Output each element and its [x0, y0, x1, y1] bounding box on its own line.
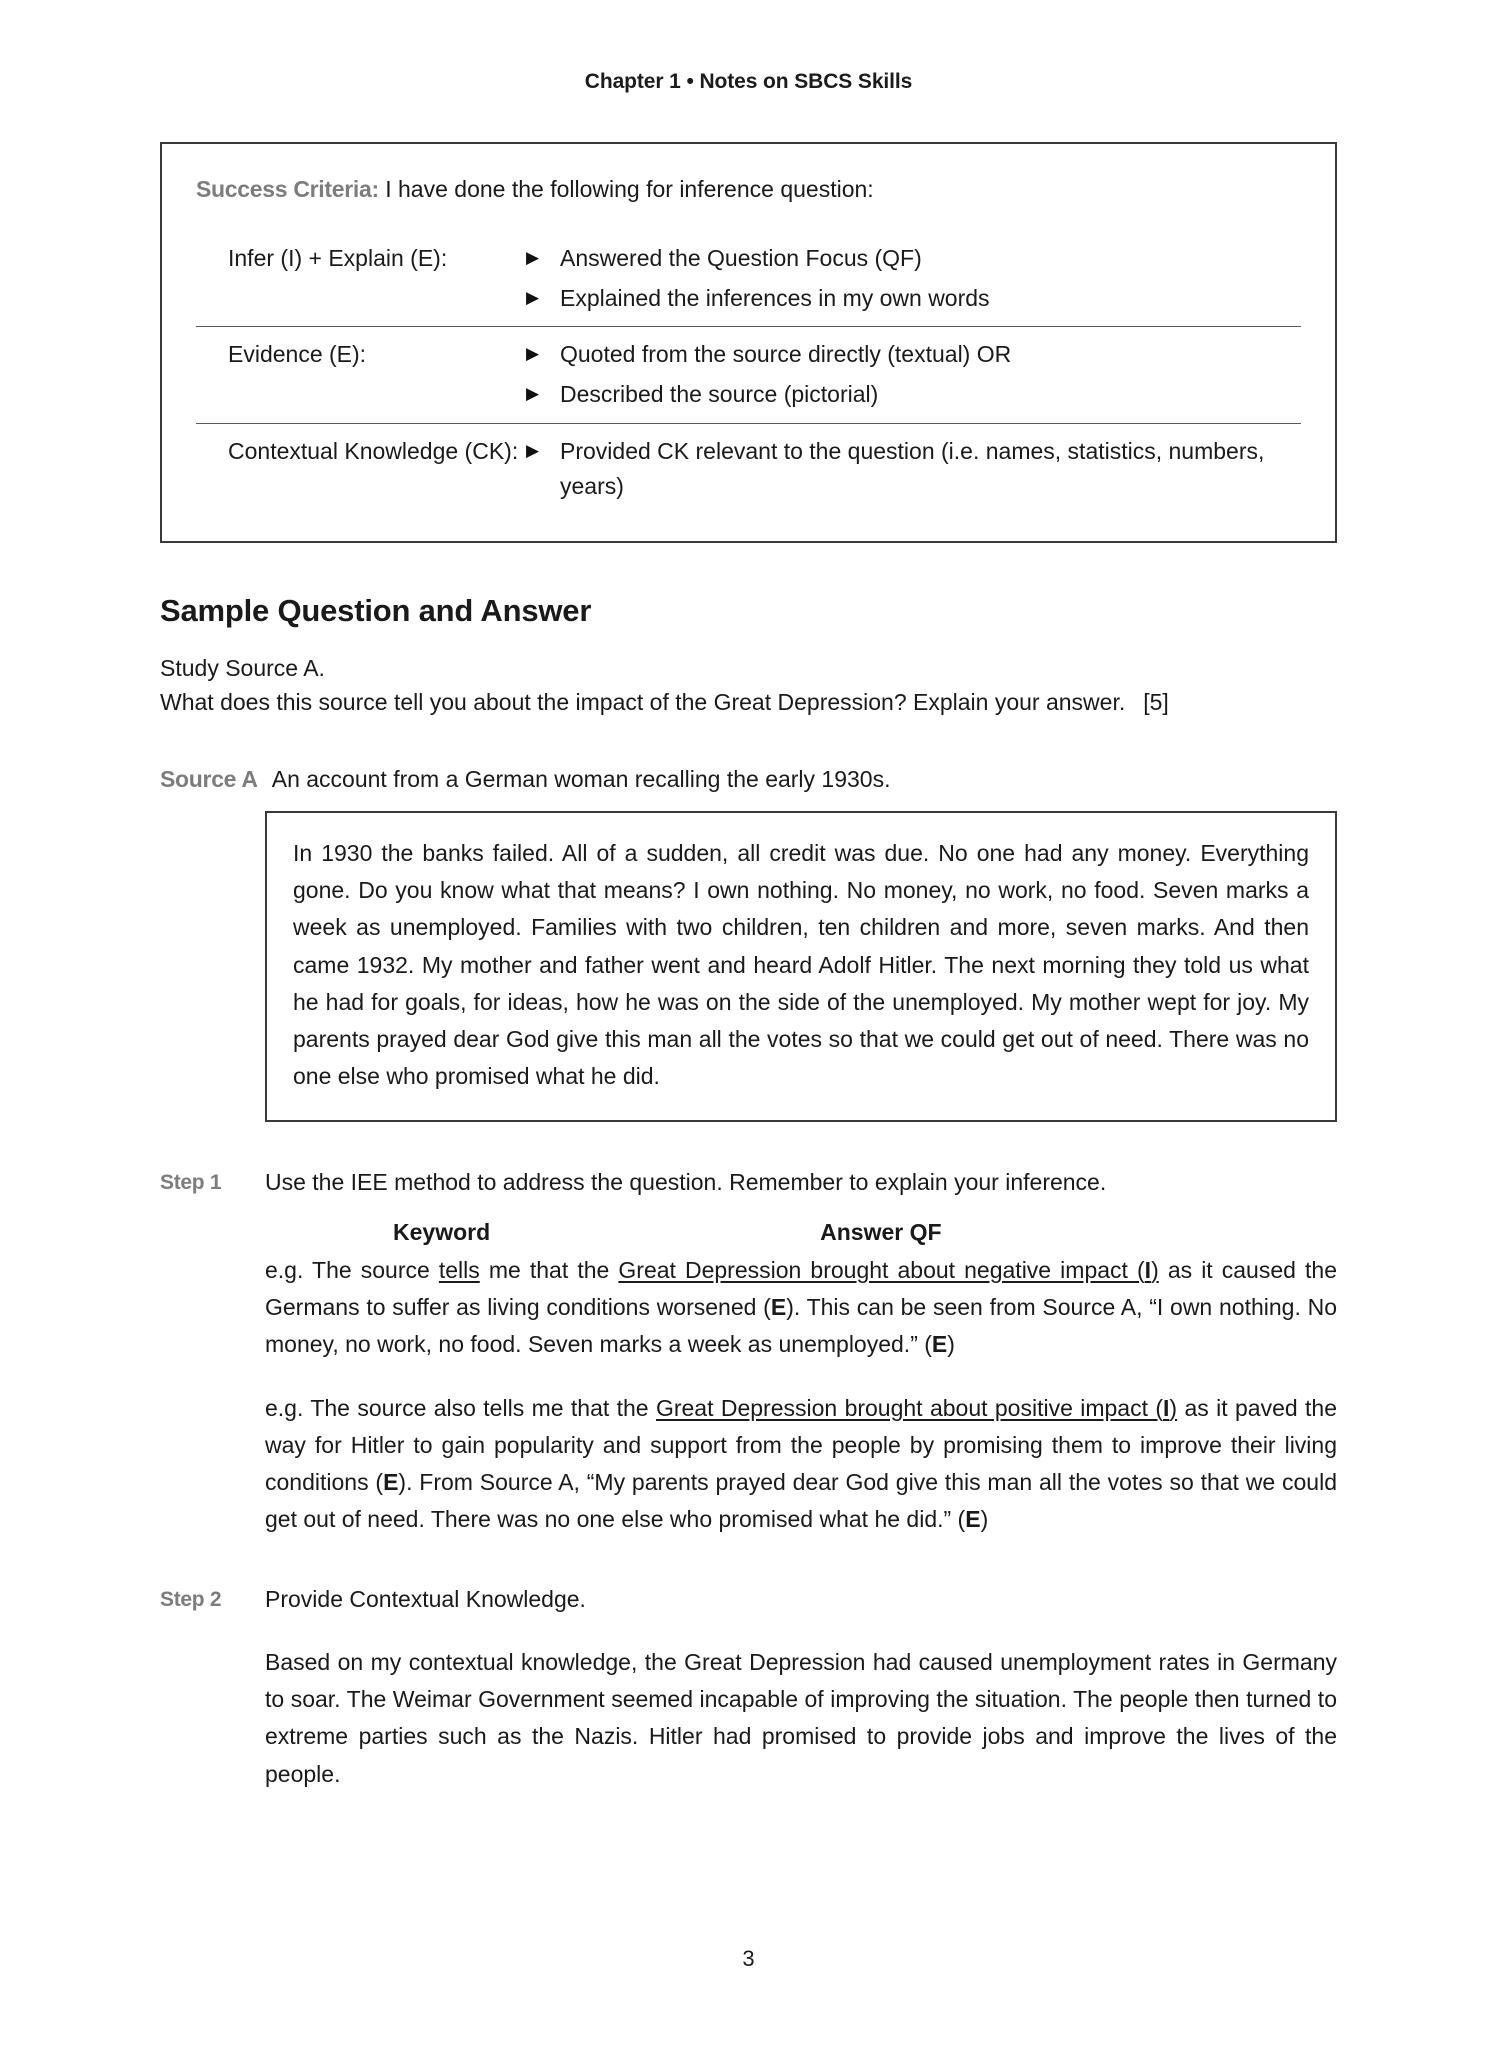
step-2-body — [265, 1581, 1337, 1793]
p2-inference-text: Great Depression brought about positive impact ( — [655, 1394, 1164, 1421]
criteria-item — [526, 434, 1301, 505]
p1-seg-d: ). This can be seen from Source A, “I own nothing. No money, no work, no food. Seven marks a week as unemployed.” ( — [265, 1294, 1337, 1358]
p2-seg-a: e.g. The source also tells me that the — [265, 1394, 656, 1421]
source-heading — [160, 766, 1337, 793]
study-source-line: Study Source A. — [160, 654, 325, 681]
p1-inference-code: I — [1144, 1256, 1152, 1283]
step-1-block — [160, 1164, 1337, 1539]
triangle-bullet-icon: ▶ — [526, 344, 540, 364]
criteria-item-text: Explained the inferences in my own words — [560, 284, 990, 311]
p2-seg-c: ). From Source A, “My parents prayed dear God give this man all the votes so that we could get out of need. There was no one else who promised what he did.” ( — [265, 1469, 1337, 1533]
step-1-body — [265, 1164, 1337, 1539]
p1-inference-close: ) — [1151, 1256, 1159, 1283]
step-2-paragraph: Based on my contextual knowledge, the Great Depression had caused unemployment rates in Germany to soar. The Weimar Government seemed incapable of improving the situation. The people then turned to extreme parties such as the Nazis. Hitler had promised to provide jobs and improve the lives of the people. — [265, 1648, 1337, 1787]
step-1-instruction: Use the IEE method to address the question. Remember to explain your inference. — [265, 1168, 1107, 1195]
criteria-item — [526, 241, 1301, 277]
source-quotation-box — [265, 811, 1337, 1122]
criteria-item — [526, 337, 1301, 373]
page-title: Sample Question and Answer — [160, 592, 592, 628]
criteria-row-items — [526, 241, 1301, 316]
marks-allocation: [5] — [1143, 689, 1169, 716]
criteria-row — [196, 231, 1301, 326]
success-criteria-intro — [196, 174, 1301, 205]
p2-inference-code: I — [1163, 1394, 1170, 1421]
p2-underline-inference — [656, 1395, 1177, 1421]
running-head-text: Chapter 1 • Notes on SBCS Skills — [584, 70, 913, 93]
criteria-row — [196, 423, 1301, 515]
page-number: 3 — [742, 1946, 755, 1971]
triangle-bullet-icon: ▶ — [526, 287, 540, 307]
p1-code-e2: E — [931, 1331, 948, 1358]
step-1-tag: Step 1 — [160, 1170, 222, 1194]
p1-underline-tells: tells — [438, 1256, 480, 1283]
source-caption: An account from a German woman recalling the early 1930s. — [271, 765, 891, 792]
criteria-row — [196, 326, 1301, 422]
criteria-item — [526, 281, 1301, 317]
p1-code-e1: E — [770, 1294, 787, 1321]
p1-seg-c: as it caused the Germans to suffer as living conditions worsened ( — [265, 1256, 1337, 1321]
page-folio — [0, 1946, 1497, 1972]
step-2-tag: Step 2 — [160, 1587, 222, 1611]
criteria-item-text: Answered the Question Focus (QF) — [560, 245, 922, 272]
answer-qf-column-label: Answer QF — [820, 1218, 942, 1245]
triangle-bullet-icon: ▶ — [526, 383, 540, 403]
step-1-example-paragraph-2 — [265, 1390, 1337, 1539]
triangle-bullet-icon: ▶ — [526, 440, 540, 460]
success-criteria-label: Success Criteria: — [196, 176, 379, 202]
p2-code-e2: E — [965, 1506, 981, 1533]
source-body-text: In 1930 the banks failed. All of a sudden, all credit was due. No one had any money. Everything gone. Do you know what that means? I own nothing. No money, no work, no food. Seven marks a week as unemployed. Families with two children, ten children and more, seven marks. And then came 1932. My mother and father went and heard Adolf Hitler. The next morning they told us what he had for goals, for ideas, how he was on the side of the unemployed. My mother wept for joy. My parents prayed dear God give this man all the votes so that we could get out of need. There was no one else who promised what he did. — [293, 839, 1309, 1090]
question-line — [160, 685, 1337, 720]
criteria-item-text: Quoted from the source directly (textual) OR — [560, 341, 1012, 368]
p2-inference-close: ) — [1169, 1394, 1178, 1421]
p2-seg-b: as it paved the way for Hitler to gain popularity and support from the people by promising them to improve their living conditions ( — [265, 1394, 1337, 1496]
p1-seg-b: me that the — [479, 1256, 619, 1283]
criteria-row-label: Infer (I) + Explain (E): — [228, 245, 448, 272]
criteria-row-items — [526, 337, 1301, 412]
criteria-item-text: Provided CK relevant to the question (i.e. names, statistics, numbers, years) — [560, 437, 1265, 500]
step-1-example-paragraph-1 — [265, 1252, 1337, 1364]
p2-code-e1: E — [383, 1469, 399, 1496]
column-labels-row — [265, 1219, 1337, 1246]
step-2-instruction: Provide Contextual Knowledge. — [265, 1585, 586, 1612]
criteria-item — [526, 377, 1301, 413]
criteria-row-label: Evidence (E): — [228, 341, 367, 368]
criteria-row-items — [526, 434, 1301, 505]
question-text: What does this source tell you about the impact of the Great Depression? Explain your answer. — [160, 689, 1126, 716]
keyword-column-label: Keyword — [393, 1218, 491, 1245]
p1-seg-a: e.g. The source — [265, 1256, 439, 1283]
triangle-bullet-icon: ▶ — [526, 248, 540, 268]
criteria-item-text: Described the source (pictorial) — [560, 380, 879, 407]
p1-seg-f: ) — [947, 1331, 955, 1358]
criteria-row-label: Contextual Knowledge (CK): — [228, 437, 519, 464]
p2-seg-d: ) — [980, 1506, 989, 1533]
success-criteria-box — [160, 142, 1337, 543]
source-tag: Source A — [160, 765, 258, 792]
p1-underline-inference — [618, 1257, 1158, 1283]
step-2-block — [160, 1581, 1337, 1793]
success-criteria-intro-text: I have done the following for inference question: — [378, 176, 874, 202]
p1-inference-text: Great Depression brought about negative impact ( — [618, 1256, 1145, 1283]
running-head — [160, 0, 1337, 94]
